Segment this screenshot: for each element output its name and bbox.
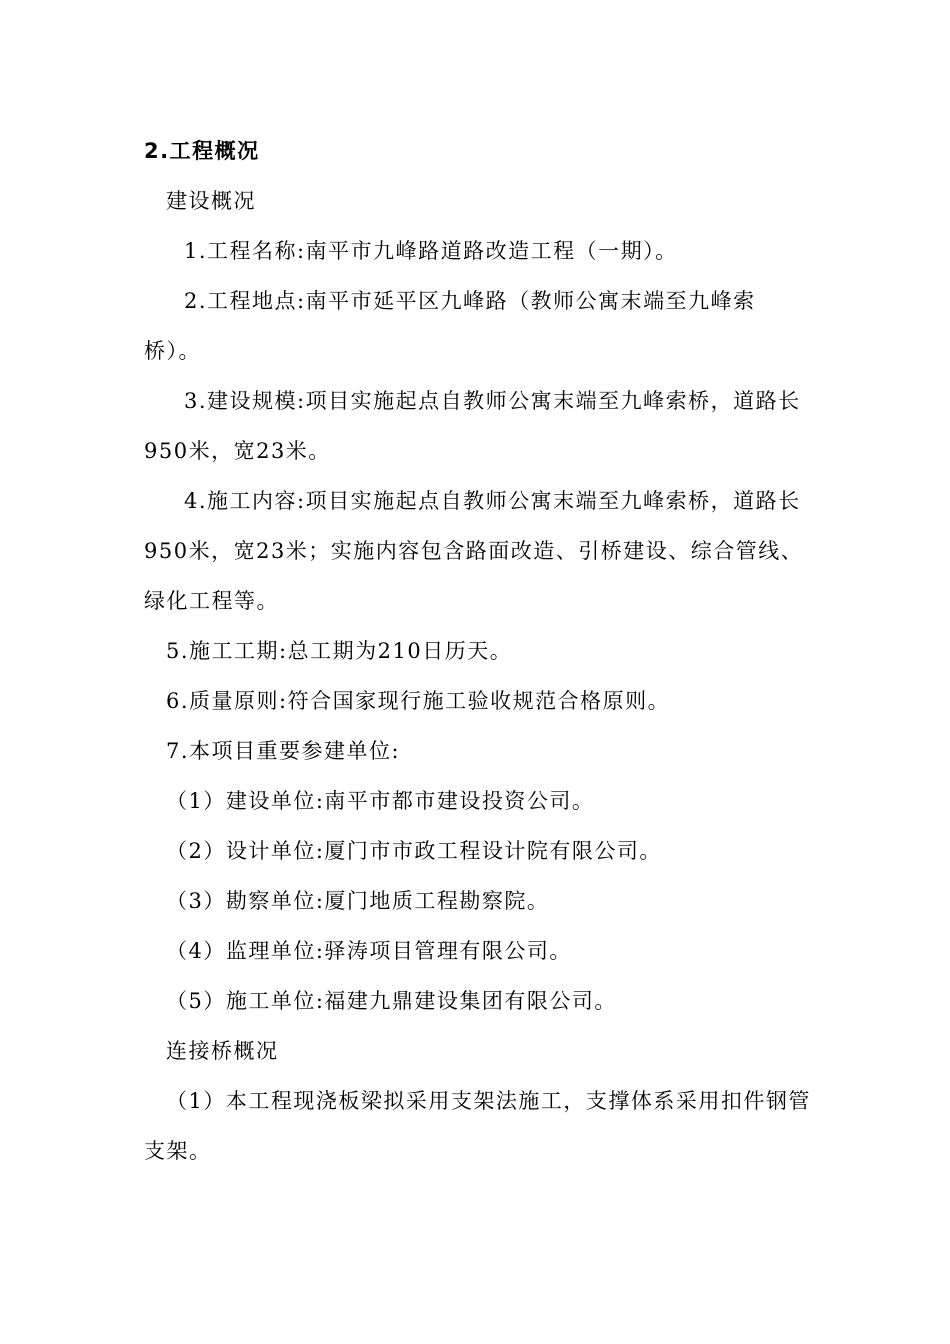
bridge-item-1: （1）本工程现浇板梁拟采用支架法施工，支撑体系采用扣件钢管	[166, 1089, 811, 1113]
subsection-title-construction: 建设概况	[166, 189, 256, 213]
item-construction-period: 5.施工工期:总工期为210日历天。	[166, 639, 513, 663]
item-project-name: 1.工程名称:南平市九峰路道路改造工程（一期）。	[184, 239, 678, 263]
unit-supervisor: （4）监理单位:驿涛项目管理有限公司。	[166, 939, 572, 963]
item-construction-content: 4.施工内容:项目实施起点自教师公寓末端至九峰索桥，道路长	[184, 489, 801, 513]
bridge-item-1-cont: 支架。	[144, 1139, 212, 1163]
subsection-title-bridge: 连接桥概况	[166, 1039, 279, 1063]
item-construction-scale-cont: 950米，宽23米。	[144, 439, 331, 463]
item-construction-content-cont2: 绿化工程等。	[144, 589, 279, 613]
item-construction-content-cont1: 950米，宽23米；实施内容包含路面改造、引桥建设、综合管线、	[144, 539, 804, 563]
item-construction-scale: 3.建设规模:项目实施起点自教师公寓末端至九峰索桥，道路长	[184, 389, 801, 413]
unit-surveyor: （3）勘察单位:厦门地质工程勘察院。	[166, 889, 550, 913]
item-project-location-cont: 桥）。	[144, 339, 201, 363]
item-project-location: 2.工程地点:南平市延平区九峰路（教师公寓末端至九峰索	[184, 289, 756, 313]
unit-designer: （2）设计单位:厦门市市政工程设计院有限公司。	[166, 839, 662, 863]
unit-owner: （1）建设单位:南平市都市建设投资公司。	[166, 789, 595, 813]
item-quality-principle: 6.质量原则:符合国家现行施工验收规范合格原则。	[166, 689, 671, 713]
section-heading: 2.工程概况	[144, 139, 260, 163]
item-participating-units: 7.本项目重要参建单位:	[166, 739, 401, 763]
unit-contractor: （5）施工单位:福建九鼎建设集团有限公司。	[166, 989, 617, 1013]
